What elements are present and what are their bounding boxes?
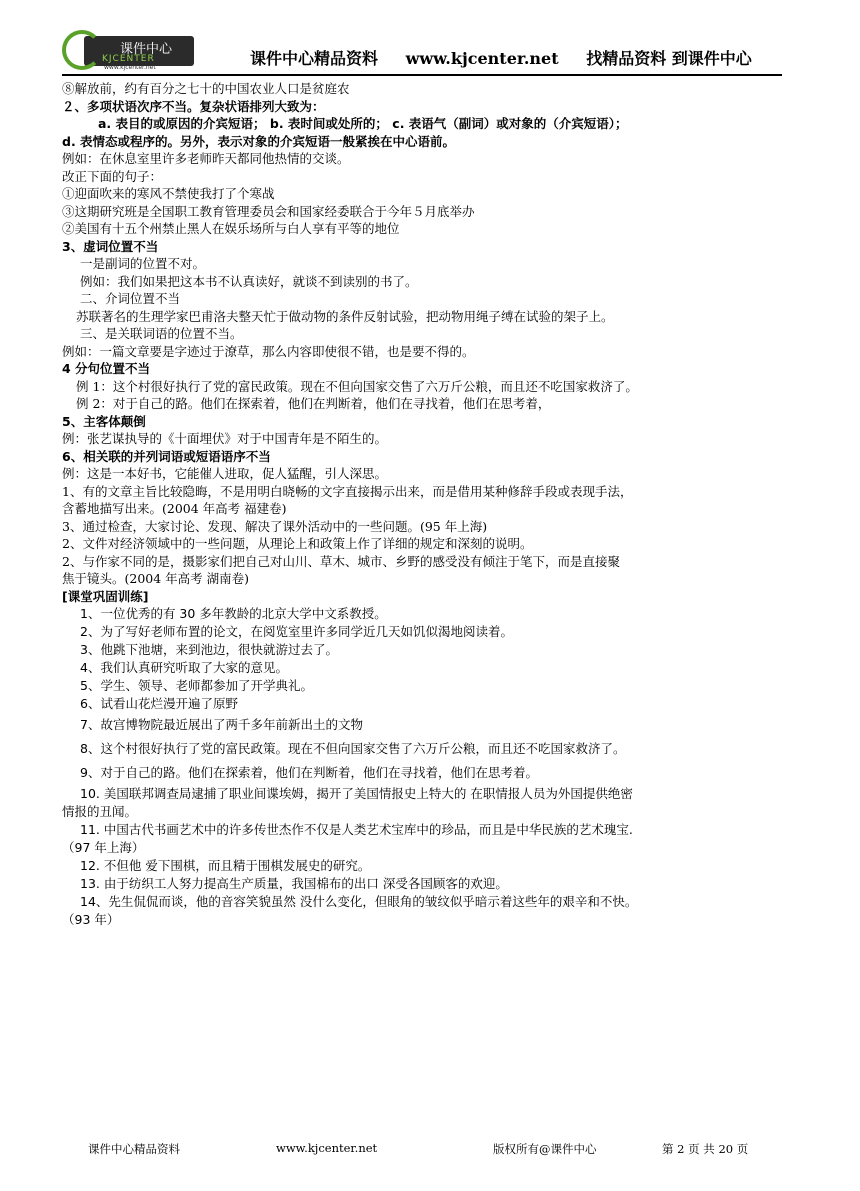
page-header: [62, 30, 782, 74]
text-line: 三、是关联词语的位置不当。: [80, 326, 243, 341]
logo-url-text: www.kjcenter.net: [104, 64, 156, 71]
exercise-item: 14、先生侃侃而谈，他的音容笑貌虽然 没什么变化，但眼角的皱纹似乎暗示着这些年的艰辛和不快。: [80, 894, 638, 909]
exercise-item: 9、对于自己的路。他们在探索着，他们在判断着，他们在寻找着，他们在思考着。: [80, 765, 538, 780]
document-body: [62, 80, 802, 929]
text-line: ③这期研究班是全国职工教育管理委员会和国家经委联合于今年５月底举办: [62, 203, 475, 219]
exercise-item: 8、这个村很好执行了党的富民政策。现在不但向国家交售了六万斤公粮，而且还不吃国家救济了。: [80, 741, 626, 756]
kjcenter-logo: [62, 30, 197, 72]
text-line: 3、通过检查，大家讨论、发现、解决了课外活动中的一些问题。(95 年上海): [62, 518, 488, 534]
exercise-item: 10. 美国联邦调查局逮捕了职业间谍埃姆，揭开了美国情报史上特大的 在职情报人员为外国提供绝密: [80, 786, 633, 801]
text-line: 例：张艺谋执导的《十面埋伏》对于中国青年是不陌生的。: [62, 431, 388, 446]
text-line: 例如：一篇文章要是字迹过于潦草，那么内容即使很不错，也是要不得的。: [62, 343, 475, 359]
footer-url: www.kjcenter.net: [276, 1141, 378, 1155]
text-line: 含蓄地描写出来。(2004 年高考 福建卷): [62, 501, 287, 516]
exercise-item: 2、为了写好老师布置的论文，在阅览室里许多同学近几天如饥似渴地阅读着。: [80, 624, 513, 639]
exercise-item: 4、我们认真研究听取了大家的意见。: [80, 660, 288, 675]
text-line: 苏联著名的生理学家巴甫洛夫整天忙于做动物的条件反射试验，把动物用绳子缚在试验的架子上。: [76, 308, 614, 324]
exercise-item: 7、故宫博物院最近展出了两千多年前新出土的文物: [80, 717, 363, 732]
exercise-item-cont: 情报的丑闻。: [62, 804, 138, 819]
exercise-item-cont: （93 年）: [62, 912, 120, 927]
section-heading: 5、主客体颠倒: [62, 413, 146, 429]
text-line: 二、介词位置不当: [80, 291, 181, 306]
header-title-1: 课件中心精品资料: [250, 49, 379, 68]
exercise-item: 13. 由于纺织工人努力提高生产质量，我国棉布的出口 深受各国顾客的欢迎。: [80, 876, 508, 891]
text-line: 改正下面的句子：: [62, 168, 163, 184]
header-title-2: www.kjcenter.net: [405, 49, 559, 68]
exercise-item: 6、试看山花烂漫开遍了原野: [80, 696, 238, 711]
footer-copyright: 版权所有@课件中心: [493, 1142, 597, 1156]
section-heading: [课堂巩固训练]: [62, 588, 149, 604]
text-line: ⑧解放前，约有百分之七十的中国农业人口是贫庭农: [62, 81, 350, 96]
exercise-item: 5、学生、领导、老师都参加了开学典礼。: [80, 678, 313, 693]
logo-swirl-icon: [62, 30, 102, 70]
text-line: d. 表情态或程序的。另外，表示对象的介宾短语一般紧挨在中心语前。: [62, 133, 456, 149]
section-heading: 4 分句位置不当: [62, 361, 151, 376]
text-line: 例 2：对于自己的路。他们在探索着，他们在判断着，他们在寻找着，他们在思考着，: [76, 396, 551, 411]
text-line: 例如：在休息室里许多老师昨天都同他热情的交谈。: [62, 151, 350, 166]
text-line: 2、与作家不同的是，摄影家们把自己对山川、草木、城市、乡野的感受没有倾注于笔下，而是直接聚: [62, 553, 620, 569]
section-heading: 3、虚词位置不当: [62, 238, 159, 254]
text-line: 一是副词的位置不对。: [80, 256, 206, 271]
text-line: 焦于镜头。(2004 年高考 湖南卷): [62, 571, 250, 586]
text-line: 1、有的文章主旨比较隐晦，不是用明白晓畅的文字直接揭示出来，而是借用某种修辞手段或表现手法，: [62, 483, 633, 499]
logo-cn-text: 课件中心: [120, 42, 173, 57]
header-title: [250, 46, 774, 69]
header-divider: [62, 74, 782, 76]
exercise-item: 3、他跳下池塘，来到池边，很快就游过去了。: [80, 642, 338, 657]
header-title-3: 找精品资料 到课件中心: [586, 49, 752, 68]
footer-page-number: 第 2 页 共 20 页: [662, 1142, 749, 1156]
section-heading: 6、相关联的并列词语或短语语序不当: [62, 448, 271, 464]
text-line: 例 1：这个村很好执行了党的富民政策。现在不但向国家交售了六万斤公粮，而且还不吃国家救济了。: [76, 378, 638, 394]
logo-en-text: KJCENTER: [102, 54, 155, 64]
exercise-item: 12. 不但他 爱下围棋，而且精于围棋发展史的研究。: [80, 858, 371, 873]
exercise-item: 11. 中国古代书画艺术中的许多传世杰作不仅是人类艺术宝库中的珍品，而且是中华民族的艺术瑰宝.: [80, 822, 633, 837]
text-line: a. 表目的或原因的介宾短语； b. 表时间或处所的； c. 表语气（副词）或对象的（介宾短语）；: [98, 116, 628, 131]
text-line: 例如：我们如果把这本书不认真读好，就谈不到读别的书了。: [80, 273, 418, 289]
exercise-item: 1、一位优秀的有 30 多年教龄的北京大学中文系教授。: [80, 606, 387, 621]
exercise-item-cont: （97 年上海）: [62, 840, 145, 855]
text-line: ②美国有十五个州禁止黑人在娱乐场所与白人享有平等的地位: [62, 221, 400, 236]
section-heading: ２、多项状语次序不当。复杂状语排列大致为：: [62, 98, 325, 114]
text-line: ①迎面吹来的寒风不禁使我打了个寒战: [62, 186, 275, 201]
text-line: 例：这是一本好书，它能催人进取，促人猛醒，引人深思。: [62, 466, 388, 481]
footer-left: 课件中心精品资料: [88, 1142, 180, 1156]
text-line: 2、文件对经济领域中的一些问题，从理论上和政策上作了详细的规定和深刻的说明。: [62, 536, 533, 551]
